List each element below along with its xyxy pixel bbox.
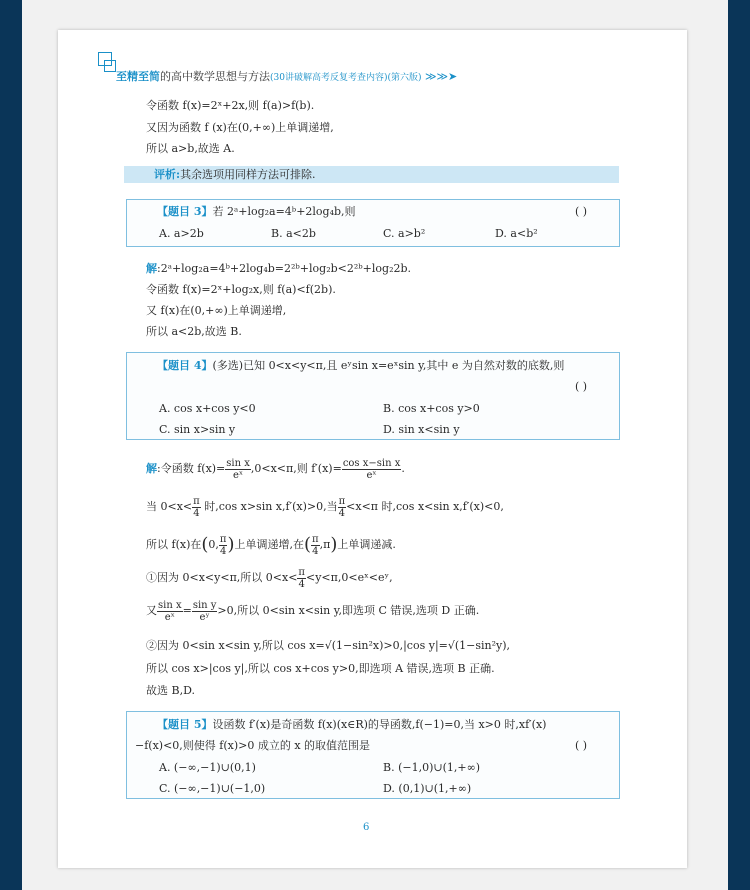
solution-4-line7: 所以 cos x>|cos y|,所以 cos x+cos y>0,即选项 A 错误,选项 B 正确. <box>146 662 495 675</box>
running-header <box>116 70 457 85</box>
fraction-numerator: sin y <box>192 599 217 611</box>
option-d: D. a<b² <box>495 227 538 240</box>
answer-paren: ( ) <box>575 380 588 393</box>
fraction-numerator: π <box>312 533 319 545</box>
fraction <box>297 567 306 590</box>
solution-text: 当 0<x< <box>146 500 193 513</box>
option-d: D. (0,1)∪(1,+∞) <box>383 782 472 795</box>
question-5-box <box>126 711 620 799</box>
solution-3-line <box>146 262 411 276</box>
fraction-denominator: 4 <box>312 545 319 557</box>
solution-4-line2 <box>146 494 504 520</box>
solution-text: 上单调递增,在 <box>234 538 304 551</box>
solution-3-line: 所以 a<2b,故选 B. <box>146 325 242 338</box>
comment-body: 其余选项用同样方法可排除. <box>180 168 316 181</box>
solution-4-line4 <box>146 565 393 591</box>
option-b: B. (−1,0)∪(1,+∞) <box>383 761 481 774</box>
option-a: A. a>2b <box>159 227 204 240</box>
question-5-text-cont: −f(x)<0,则使得 f(x)>0 成立的 x 的取值范围是 <box>135 739 371 752</box>
option-a: A. (−∞,−1)∪(0,1) <box>159 761 256 774</box>
fraction-denominator: 4 <box>298 578 305 590</box>
fraction-denominator: 4 <box>338 507 346 519</box>
solution-text: 上单调递减. <box>337 538 396 551</box>
fraction-denominator: eˣ <box>233 469 244 481</box>
header-brand: 至精至简 <box>116 70 160 83</box>
fraction-numerator: π <box>338 495 346 507</box>
header-arrows-icon: ≫≫➤ <box>425 70 458 83</box>
solution-4-line1 <box>146 456 405 482</box>
option-c: C. a>b² <box>383 227 426 240</box>
solution-label: 解 <box>146 462 157 475</box>
option-c: C. (−∞,−1)∪(−1,0) <box>159 782 266 795</box>
question-3-box <box>126 199 620 247</box>
fraction <box>192 600 218 623</box>
fraction-denominator: eʸ <box>199 611 210 623</box>
option-d: D. sin x<sin y <box>383 423 460 436</box>
fraction-denominator: eˣ <box>164 611 175 623</box>
solution-text: ,0<x<π,则 f′(x)= <box>250 462 342 475</box>
fraction-numerator: sin x <box>226 457 250 469</box>
solution-text: ,π <box>319 538 331 551</box>
comment-bar <box>124 166 619 183</box>
fraction <box>157 600 183 623</box>
page-number: 6 <box>363 822 370 833</box>
question-4-text: (多选)已知 0<x<y<π,且 eʸsin x=eˣsin y,其中 e 为自然对数的底数,则 <box>212 359 565 372</box>
question-3-tag: 【题目 3】 <box>157 205 213 218</box>
solution-text: >0,所以 0<sin x<sin y,即选项 C 错误,选项 D 正确. <box>217 604 480 617</box>
solution-text: <x<π 时,cos x<sin x,f′(x)<0, <box>346 500 504 513</box>
question-4-tag: 【题目 4】 <box>157 359 213 372</box>
solution-4-line6: ②因为 0<sin x<sin y,所以 cos x=√(1−sin²x)>0,|cos y|=√(1−sin²y), <box>146 639 511 652</box>
solution-text: 时,cos x>sin x,f′(x)>0,当 <box>200 500 338 513</box>
text-line: 所以 a>b,故选 A. <box>146 142 235 155</box>
fraction <box>311 534 320 557</box>
header-subtitle: (30讲破解高考反复考查内容)(第六版) <box>270 73 422 83</box>
fraction-denominator: 4 <box>193 507 200 519</box>
text-line: 令函数 f(x)=2ˣ+2x,则 f(a)>f(b). <box>146 99 315 112</box>
fraction-denominator: eˣ <box>366 469 377 481</box>
document-page <box>58 30 687 868</box>
text-line: 又因为函数 f (x)在(0,+∞)上单调递增, <box>146 121 334 134</box>
fraction-numerator: π <box>193 495 200 507</box>
solution-text: = <box>182 604 192 617</box>
fraction-numerator: sin x <box>158 599 182 611</box>
solution-4-line5 <box>146 598 479 624</box>
question-5-stem <box>157 718 546 732</box>
fraction-numerator: cos x−sin x <box>342 457 401 469</box>
question-3-stem <box>157 205 356 219</box>
solution-label: 解 <box>146 262 157 275</box>
fraction-numerator: π <box>219 533 227 545</box>
comment-text <box>154 168 316 182</box>
comment-label: 评析: <box>154 168 181 181</box>
solution-text: ①因为 0<x<y<π,所以 0<x< <box>146 571 298 584</box>
solution-3-line: 又 f(x)在(0,+∞)上单调递增, <box>146 304 287 317</box>
solution-text: 所以 f(x)在 <box>146 538 202 551</box>
logo-square-icon <box>104 60 116 72</box>
fraction-denominator: 4 <box>219 545 227 557</box>
solution-text: <y<π,0<eˣ<eʸ, <box>306 571 393 584</box>
solution-text: :2ᵃ+log₂a=4ᵇ+2log₄b=2²ᵇ+log₂b<2²ᵇ+log₂2b. <box>157 262 412 275</box>
question-4-box <box>126 352 620 440</box>
fraction <box>192 496 201 519</box>
solution-text: 0, <box>208 538 219 551</box>
option-c: C. sin x>sin y <box>159 423 236 436</box>
fraction <box>338 496 347 519</box>
option-b: B. cos x+cos y>0 <box>383 402 480 415</box>
question-3-text: 若 2ᵃ+log₂a=4ᵇ+2log₄b,则 <box>212 205 356 218</box>
question-5-text: 设函数 f′(x)是奇函数 f(x)(x∈R)的导函数,f(−1)=0,当 x>0 时,xf′(x) <box>212 718 547 731</box>
solution-text: :令函数 f(x)= <box>157 462 226 475</box>
solution-text: 又 <box>146 604 157 617</box>
solution-3-line: 令函数 f(x)=2ˣ+log₂x,则 f(a)<f(2b). <box>146 283 336 296</box>
fraction <box>225 458 251 481</box>
answer-paren: ( ) <box>575 739 588 752</box>
fraction-numerator: π <box>298 566 305 578</box>
solution-4-line8: 故选 B,D. <box>146 684 196 697</box>
solution-text: . <box>401 462 405 475</box>
question-4-stem <box>157 359 564 373</box>
fraction <box>342 458 402 481</box>
header-title: 的高中数学思想与方法 <box>160 70 270 83</box>
answer-paren: ( ) <box>575 205 588 218</box>
option-a: A. cos x+cos y<0 <box>159 402 256 415</box>
question-5-tag: 【题目 5】 <box>157 718 213 731</box>
solution-4-line3: 所以 f(x)在(0, $\frac{\pi}{4}$ )上单调递增,在( $\frac{\pi}{4}$ ,π)上单调递减. <box>146 533 396 557</box>
option-b: B. a<2b <box>271 227 316 240</box>
